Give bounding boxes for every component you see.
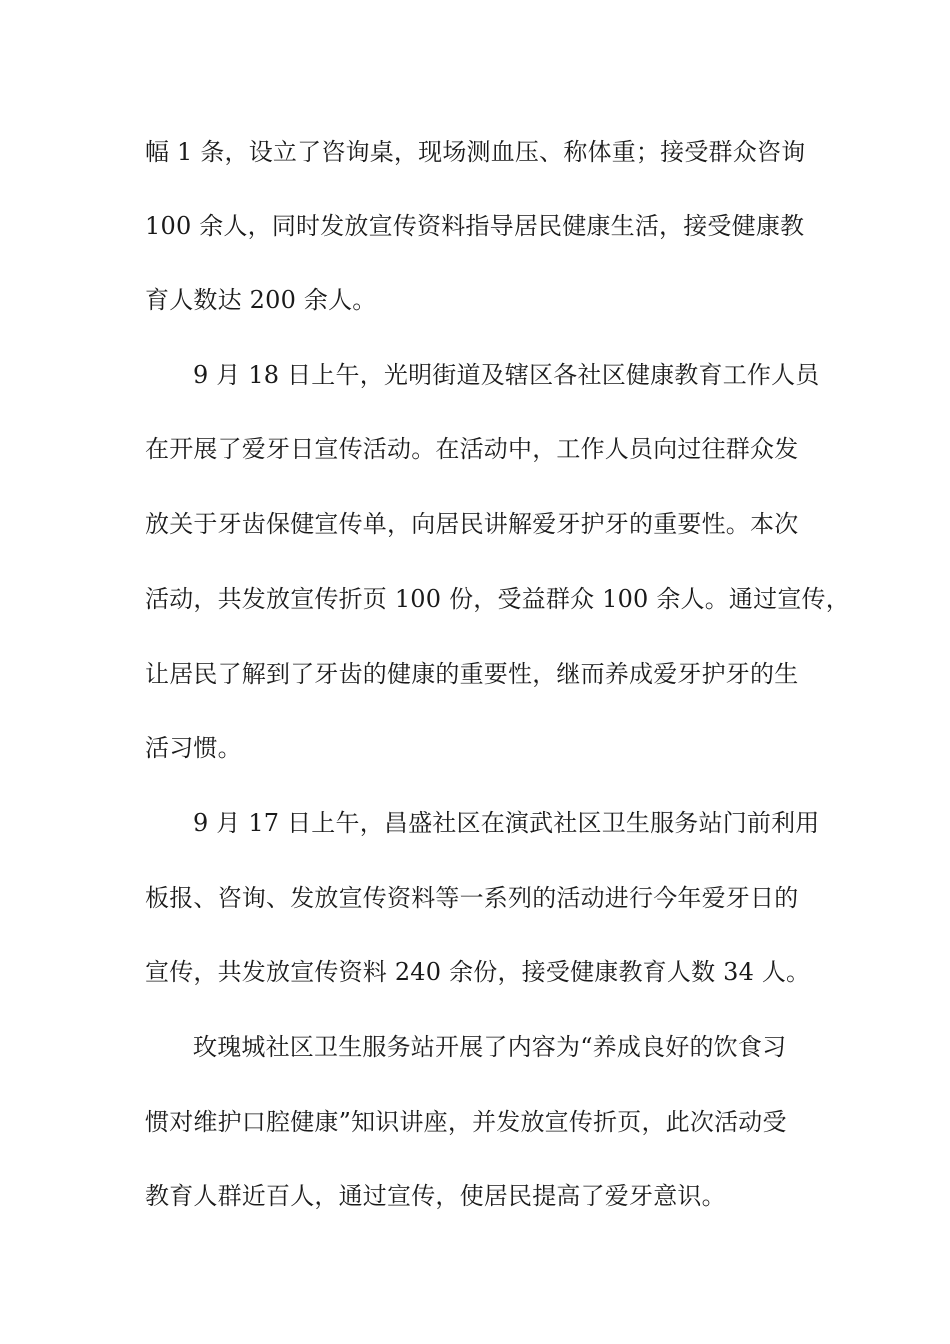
text-line-6: 放关于牙齿保健宣传单，向居民讲解爱牙护牙的重要性。本次 bbox=[145, 510, 799, 538]
text-line-5: 在开展了爱牙日宣传活动。在活动中，工作人员向过往群众发 bbox=[145, 435, 799, 463]
text-line-3: 育人数达 200 余人。 bbox=[145, 286, 377, 314]
text-line-4: 9 月 18 日上午，光明街道及辖区各社区健康教育工作人员 bbox=[193, 361, 820, 389]
text-line-2: 100 余人，同时发放宣传资料指导居民健康生活，接受健康教 bbox=[145, 212, 805, 240]
text-line-15: 教育人群近百人，通过宣传，使居民提高了爱牙意识。 bbox=[145, 1182, 726, 1210]
text-line-1: 幅 1 条，设立了咨询桌，现场测血压、称体重；接受群众咨询 bbox=[145, 138, 806, 166]
text-line-8: 让居民了解到了牙齿的健康的重要性，继而养成爱牙护牙的生 bbox=[145, 660, 799, 688]
text-line-14: 惯对维护口腔健康”知识讲座，并发放宣传折页，此次活动受 bbox=[145, 1108, 787, 1136]
text-line-11: 板报、咨询、发放宣传资料等一系列的活动进行今年爱牙日的 bbox=[145, 884, 799, 912]
text-line-7: 活动，共发放宣传折页 100 份，受益群众 100 余人。通过宣传， bbox=[145, 585, 850, 613]
text-line-12: 宣传，共发放宣传资料 240 余份，接受健康教育人数 34 人。 bbox=[145, 958, 811, 986]
text-line-13: 玫瑰城社区卫生服务站开展了内容为“养成良好的饮食习 bbox=[193, 1033, 787, 1061]
text-line-10: 9 月 17 日上午，昌盛社区在演武社区卫生服务站门前利用 bbox=[193, 809, 820, 837]
text-line-9: 活习惯。 bbox=[145, 734, 242, 762]
